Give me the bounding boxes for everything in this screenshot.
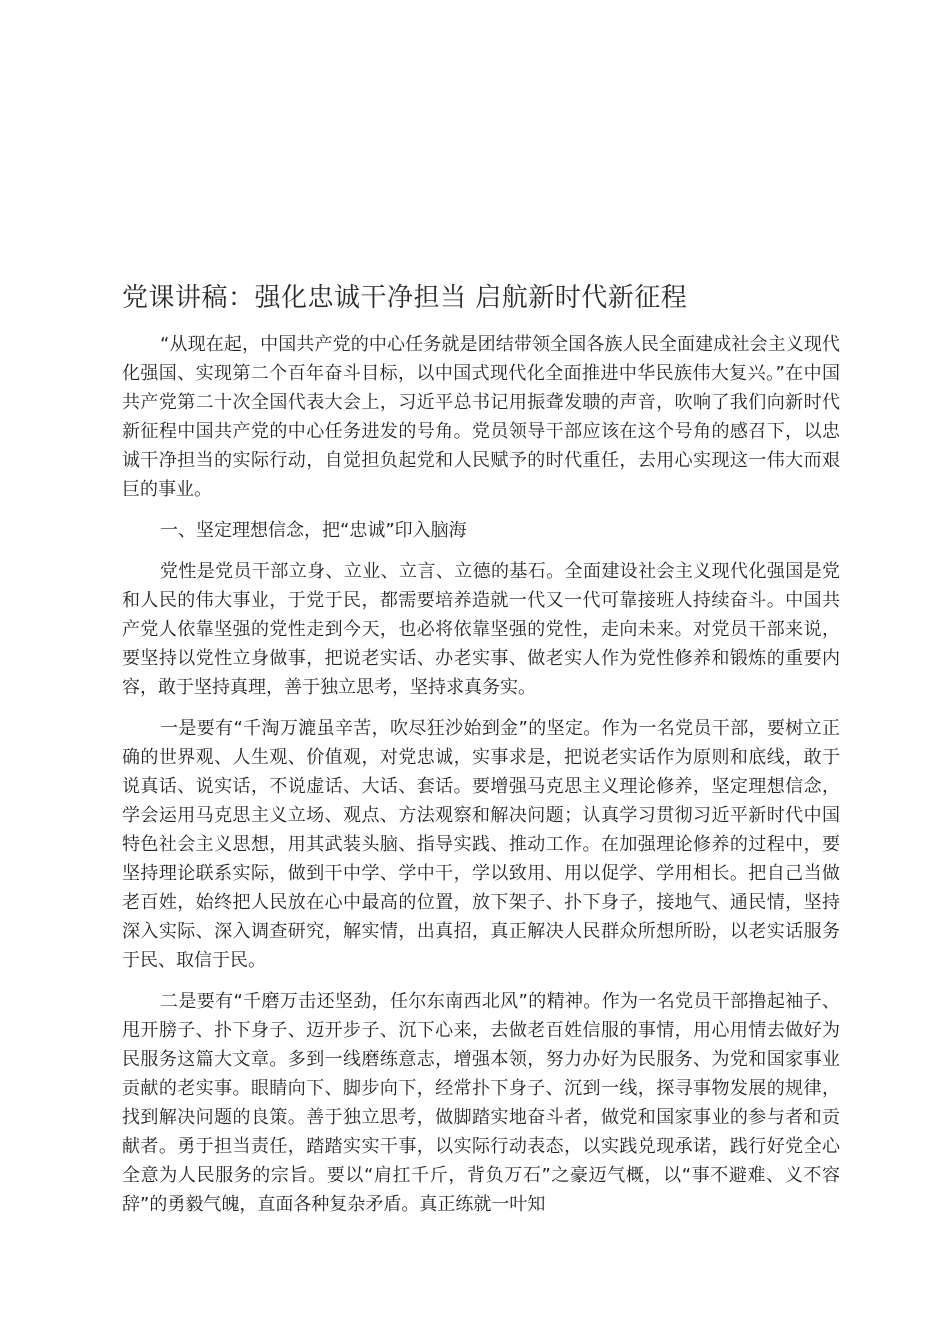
body-paragraph-3: 二是要有“千磨万击还坚劲，任尔东南西北风”的精神。作为一名党员干部撸起袖子、甩开膀子、扑下身子、迈开步子、沉下心来，去做老百姓信服的事情，用心用情去做好为民服务这篇大文章。多到一线磨练意志，增强本领，努力办好为民服务、为党和国家事业贡献的老实事。眼睛向下、脚步向下，经常扑下身子、沉到一线，探寻事物发展的规律，找到解决问题的良策。善于独立思考，做脚踏实地奋斗者，做党和国家事业的参与者和贡献者。勇于担当责任，踏踏实实干事，以实际行动表态，以实践兑现承诺，践行好党全心全意为人民服务的宗旨。要以“肩扛千斤，背负万石”之豪迈气概，以“事不避难、义不容辞”的勇毅气魄，直面各种复杂矛盾。真正练就一叶知: [122, 991, 840, 1215]
section-heading-1: 一、坚定理想信念，把“忠诚”印入脑海: [160, 520, 467, 541]
body-paragraph-1: 党性是党员干部立身、立业、立言、立德的基石。全面建设社会主义现代化强国是党和人民的伟大事业，于党于民，都需要培养造就一代又一代可靠接班人持续奋斗。中国共产党人依靠坚强的党性走到今天，也必将依靠坚强的党性，走向未来。对党员干部来说，要坚持以党性立身做事，把说老实话、办老实事、做老实人作为党性修养和锻炼的重要内容，敢于坚持真理，善于独立思考，坚持求真务实。: [122, 561, 840, 698]
document-title: 党课讲稿：强化忠诚干净担当 启航新时代新征程: [122, 283, 688, 313]
document-body: [122, 278, 840, 1231]
body-paragraph-2: 一是要有“千淘万漉虽辛苦，吹尽狂沙始到金”的坚定。作为一名党员干部，要树立正确的世界观、人生观、价值观，对党忠诚，实事求是，把说老实话作为原则和底线，敢于说真话、说实话，不说虚话、大话、套话。要增强马克思主义理论修养，坚定理想信念，学会运用马克思主义立场、观点、方法观察和解决问题；认真学习贯彻习近平新时代中国特色社会主义思想，用其武装头脑、指导实践、推动工作。在加强理论修养的过程中，要坚持理论联系实际，做到干中学、学中干，学以致用、用以促学、学用相长。把自己当做老百姓，始终把人民放在心中最高的位置，放下架子、扑下身子，接地气、通民情，坚持深入实际、深入调查研究，解实情，出真招，真正解决人民群众所想所盼，以老实话服务于民、取信于民。: [122, 718, 840, 971]
intro-paragraph: “从现在起，中国共产党的中心任务就是团结带领全国各族人民全面建成社会主义现代化强国、实现第二个百年奋斗目标，以中国式现代化全面推进中华民族伟大复兴。”在中国共产党第二十次全国代表大会上，习近平总书记用振聋发聩的声音，吹响了我们向新时代新征程中国共产党的中心任务进发的号角。党员领导干部应该在这个号角的感召下，以忠诚干净担当的实际行动，自觉担负起党和人民赋予的时代重任，去用心实现这一伟大而艰巨的事业。: [122, 334, 840, 500]
